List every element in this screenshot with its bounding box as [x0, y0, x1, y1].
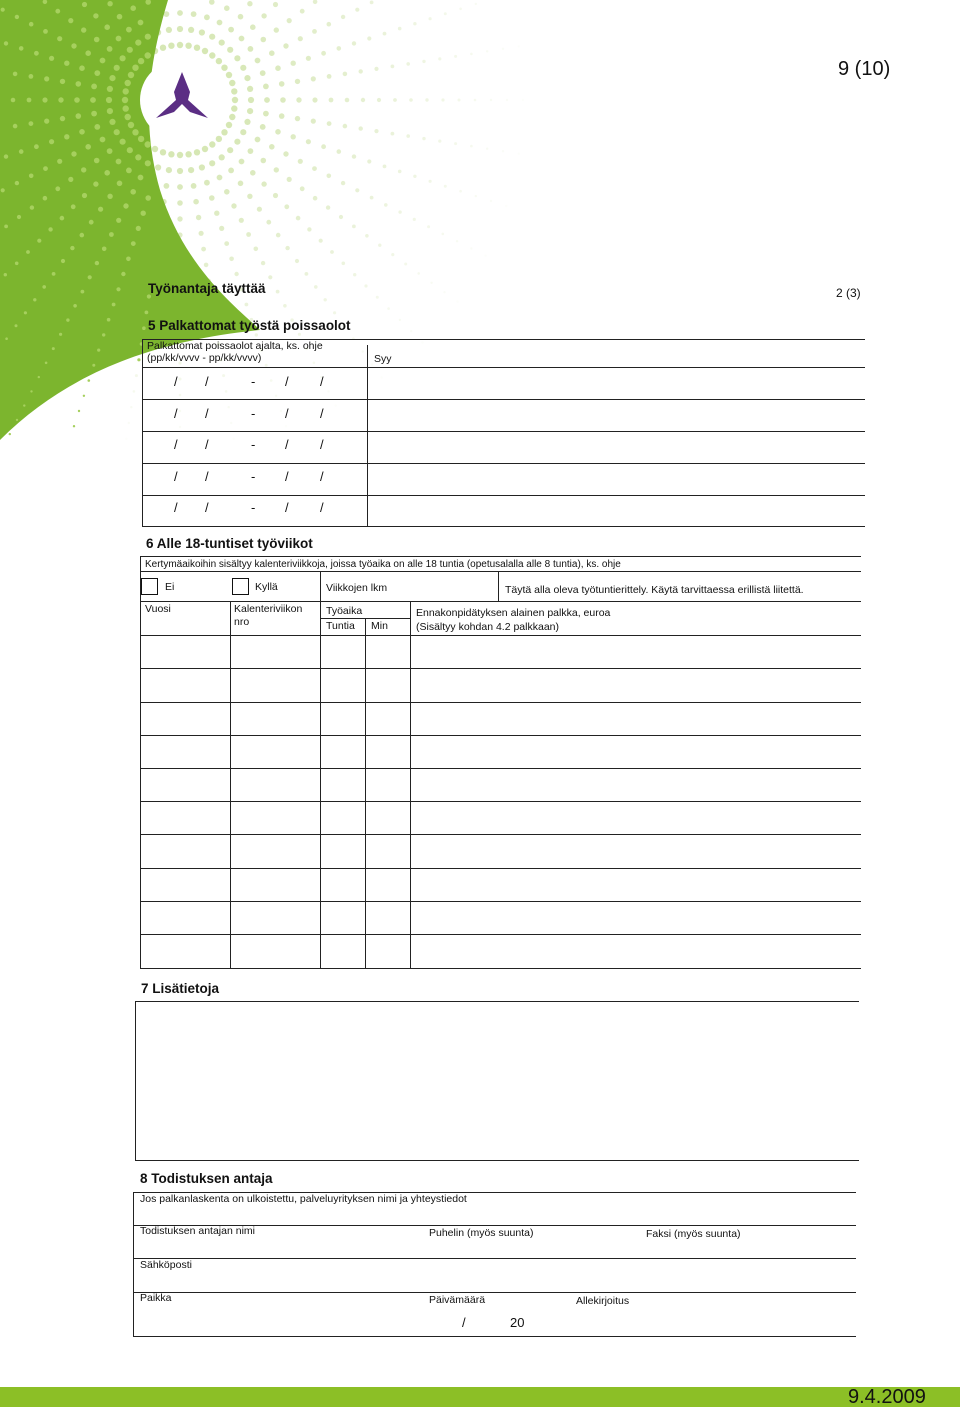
weeks-count-label: Viikkojen lkm: [326, 582, 388, 594]
instruction-text: Täytä alla oleva työtuntierittely. Käytä tarvittaessa erillistä liitettä.: [505, 584, 804, 596]
footer-date: 9.4.2009: [848, 1386, 926, 1408]
footer-bar: [0, 1387, 960, 1407]
checkbox-no[interactable]: [141, 578, 158, 595]
page-number: 9 (10): [838, 58, 891, 80]
section-7-title: 7 Lisätietoja: [141, 981, 220, 996]
col-hours-label: Tuntia: [326, 620, 355, 632]
issuer-name-label: Todistuksen antajan nimi: [140, 1225, 255, 1237]
section-6-title: 6 Alle 18-tuntiset työviikot: [146, 536, 313, 551]
checkbox-yes-label: Kyllä: [255, 581, 278, 593]
heading-employer-fills: Työnantaja täyttää: [148, 281, 266, 296]
date-year-prefix: 20: [510, 1315, 525, 1330]
col-minutes-label: Min: [371, 620, 388, 632]
date-slash: /: [462, 1315, 466, 1330]
green-arc-shape: [0, 0, 260, 440]
signature-label: Allekirjoitus: [576, 1295, 630, 1307]
phone-label: Puhelin (myös suunta): [429, 1227, 534, 1239]
col-period-label-2: (pp/kk/vvvv - pp/kk/vvvv): [147, 352, 262, 364]
email-label: Sähköposti: [140, 1259, 192, 1271]
place-label: Paikka: [140, 1292, 172, 1304]
form-page-number: 2 (3): [836, 286, 861, 300]
section-6-intro: Kertymäaikoihin sisältyy kalenteriviikkoja, joissa työaika on alle 18 tuntia (opetusalalla alle 8 tuntia), ks. ohje: [145, 559, 621, 570]
col-worktime-label: Työaika: [326, 605, 363, 617]
date-label: Päivämäärä: [429, 1294, 486, 1306]
checkbox-yes[interactable]: [232, 578, 249, 595]
logo-icon: [150, 70, 214, 124]
additional-info-field[interactable]: [135, 1001, 859, 1161]
outsourced-label: Jos palkanlaskenta on ulkoistettu, palveluyrityksen nimi ja yhteystiedot: [140, 1193, 467, 1205]
brand-sunburst-graphic: [0, 0, 560, 440]
col-pay-label-2: (Sisältyy kohdan 4.2 palkkaan): [416, 621, 559, 633]
col-pay-label-1: Ennakonpidätyksen alainen palkka, euroa: [416, 607, 611, 619]
section-5-title: 5 Palkattomat työstä poissaolot: [148, 318, 351, 333]
col-year-label: Vuosi: [145, 603, 171, 615]
col-period-label-1: Palkattomat poissaolot ajalta, ks. ohje: [147, 340, 323, 352]
section-8-title: 8 Todistuksen antaja: [140, 1171, 273, 1186]
col-reason-label: Syy: [374, 353, 392, 365]
fax-label: Faksi (myös suunta): [646, 1228, 741, 1240]
col-week-label-1: Kalenteriviikon: [234, 603, 303, 615]
col-week-label-2: nro: [234, 616, 250, 628]
checkbox-no-label: Ei: [165, 581, 175, 593]
